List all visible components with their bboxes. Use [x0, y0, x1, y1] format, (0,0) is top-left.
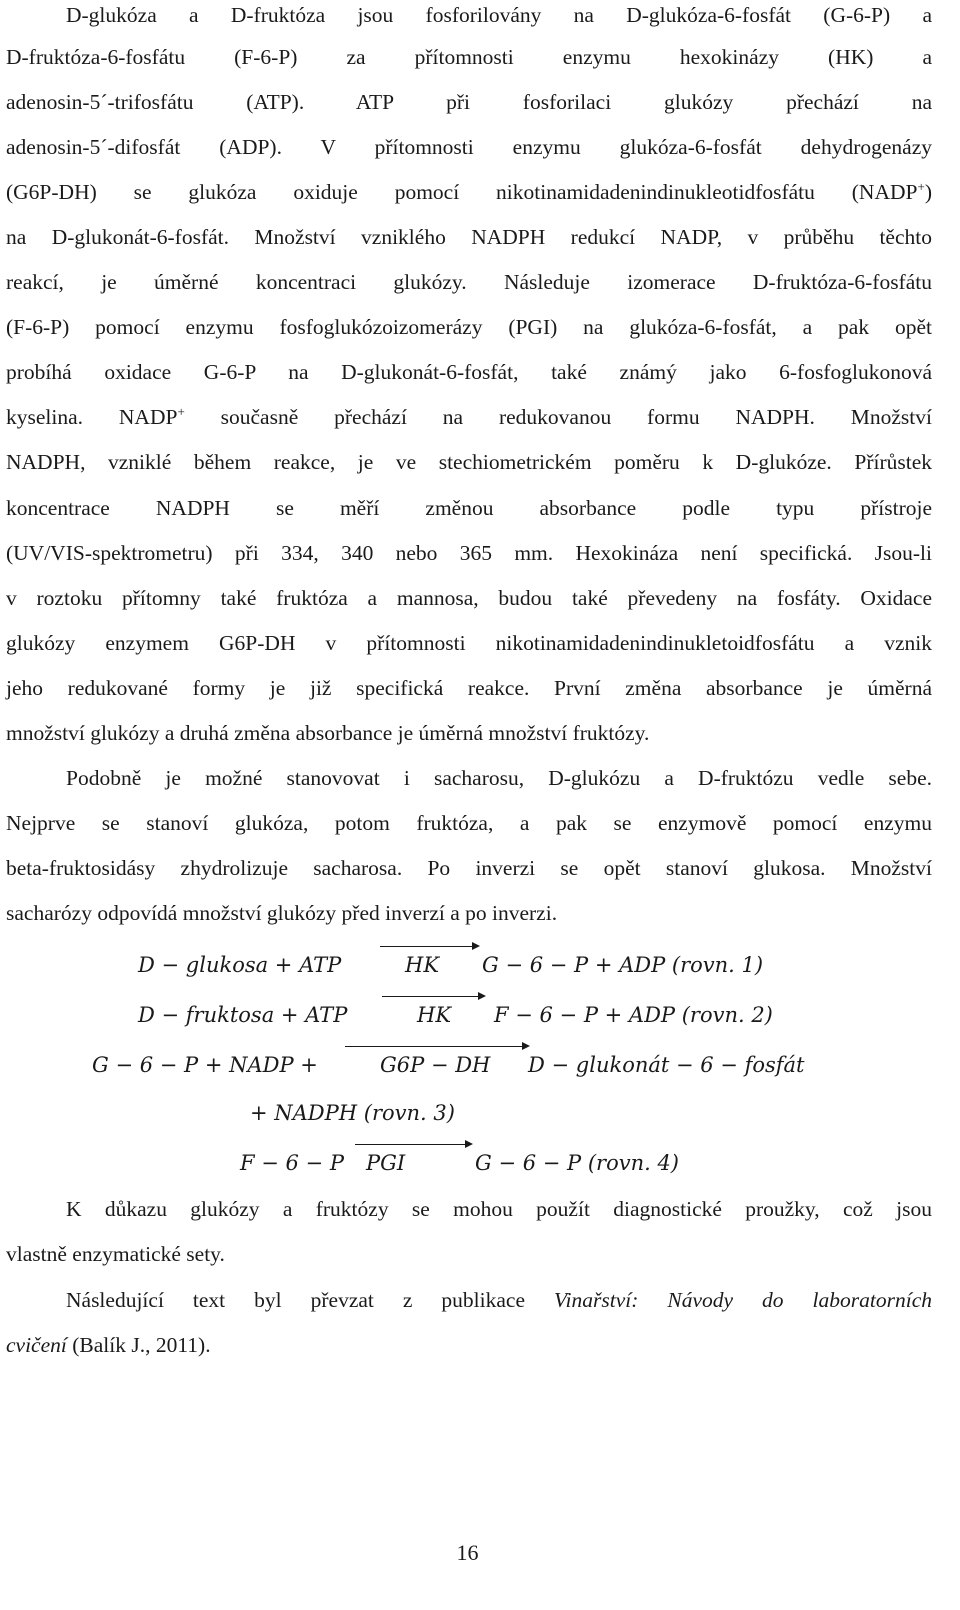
text-line: adenosin-5´-difosfát (ADP). V přítomnosti enzymu glukóza-6-fosfát dehydrogenázy	[6, 135, 932, 159]
text-line: sacharózy odpovídá množství glukózy před inverzí a po inverzi.	[6, 901, 558, 925]
text-line: D-fruktóza-6-fosfátu (F-6-P) za přítomnosti enzymu hexokinázy (HK) a	[6, 45, 932, 69]
text-line: vlastně enzymatické sety.	[6, 1242, 225, 1266]
equation-3-continuation: + NADPH (rovn. 3)	[250, 1101, 455, 1125]
text-line: jeho redukované formy je již specifická reakce. První změna absorbance je úměrná	[6, 676, 932, 700]
text-line: koncentrace NADPH se měří změnou absorbance podle typu přístroje	[6, 496, 932, 520]
text-line: beta-fruktosidásy zhydrolizuje sacharosa. Po inverzi se opět stanoví glukosa. Množství	[6, 856, 932, 880]
equation-2-left: D − fruktosa + ATP	[138, 1003, 348, 1027]
text-fragment: )	[924, 180, 932, 204]
text-line: (UV/VIS-spektrometru) při 334, 340 nebo 365 mm. Hexokináza není specifická. Jsou-li	[6, 541, 932, 565]
text-fragment: (Balík J., 2011).	[66, 1333, 211, 1357]
text-line: probíhá oxidace G-6-P na D-glukonát-6-fosfát, také známý jako 6-fosfoglukonová	[6, 360, 932, 384]
equation-3-right: D − glukonát − 6 − fosfát	[528, 1053, 805, 1077]
equation-3-enzyme: G6P − DH	[380, 1053, 491, 1077]
superscript: +	[917, 179, 925, 194]
publication-title: cvičení	[6, 1333, 67, 1357]
equation-4-right: G − 6 − P (rovn. 4)	[475, 1151, 680, 1175]
page-number: 16	[456, 1540, 479, 1565]
text-line: NADPH, vzniklé během reakce, je ve stechiometrickém poměru k D-glukóze. Přírůstek	[6, 450, 932, 474]
text-line: v roztoku přítomny také fruktóza a mannosa, budou také převedeny na fosfáty. Oxidace	[6, 586, 932, 610]
equation-2-right: F − 6 − P + ADP (rovn. 2)	[494, 1003, 773, 1027]
text-line	[66, 1285, 932, 1315]
publication-title: Vinařství: Návody do laboratorních	[553, 1288, 932, 1312]
text-line	[6, 177, 932, 207]
text-fragment: současně přechází na redukovanou formu NADPH. Množství	[184, 405, 932, 429]
equation-4-enzyme: PGI	[366, 1151, 406, 1175]
text-line: množství glukózy a druhá změna absorbance je úměrná množství fruktózy.	[6, 721, 650, 745]
text-fragment: Následující text byl převzat z publikace	[66, 1288, 554, 1312]
text-line: K důkazu glukózy a fruktózy se mohou použít diagnostické proužky, což jsou	[66, 1197, 932, 1221]
equation-3-left: G − 6 − P + NADP +	[92, 1053, 318, 1077]
equation-1-left: D − glukosa + ATP	[138, 953, 342, 977]
text-fragment: kyselina. NADP	[6, 405, 178, 429]
text-line: na D-glukonát-6-fosfát. Množství vzniklého NADPH redukcí NADP, v průběhu těchto	[6, 225, 932, 249]
text-line: Podobně je možné stanovovat i sacharosu, D-glukózu a D-fruktózu vedle sebe.	[66, 766, 932, 790]
equation-1-right: G − 6 − P + ADP (rovn. 1)	[482, 953, 764, 977]
equation-2-enzyme: HK	[417, 1003, 452, 1027]
equation-4-left: F − 6 − P	[240, 1151, 344, 1175]
text-line: reakcí, je úměrné koncentraci glukózy. Následuje izomerace D-fruktóza-6-fosfátu	[6, 270, 932, 294]
text-line: (F-6-P) pomocí enzymu fosfoglukózoizomerázy (PGI) na glukóza-6-fosfát, a pak opět	[6, 315, 932, 339]
text-line: Nejprve se stanoví glukóza, potom fruktóza, a pak se enzymově pomocí enzymu	[6, 811, 932, 835]
text-line	[6, 1330, 932, 1360]
equation-1-enzyme: HK	[405, 953, 440, 977]
text-fragment: (G6P-DH) se glukóza oxiduje pomocí nikotinamidadenindinukleotidfosfátu (NADP	[6, 180, 918, 204]
text-line	[6, 402, 932, 432]
text-line: glukózy enzymem G6P-DH v přítomnosti nikotinamidadenindinukletoidfosfátu a vznik	[6, 631, 932, 655]
text-line: D-glukóza a D-fruktóza jsou fosforilovány na D-glukóza-6-fosfát (G-6-P) a	[66, 3, 932, 27]
text-line: adenosin-5´-trifosfátu (ATP). ATP při fosforilaci glukózy přechází na	[6, 90, 932, 114]
superscript: +	[177, 404, 185, 419]
